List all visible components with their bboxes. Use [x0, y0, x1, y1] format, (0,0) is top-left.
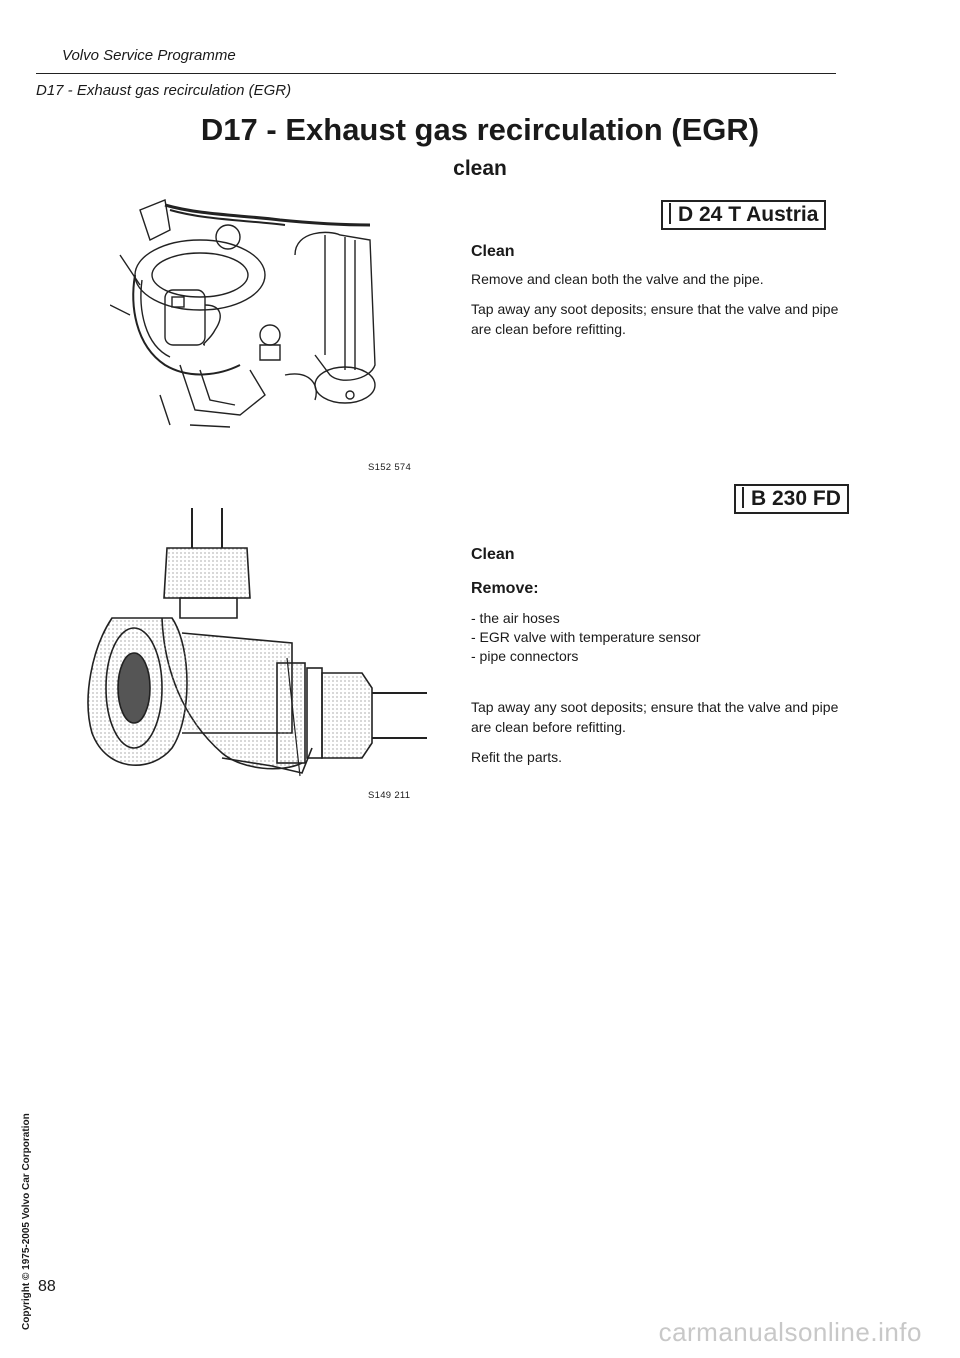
- page-number: 88: [38, 1278, 56, 1295]
- figure-caption-1: S152 574: [368, 462, 412, 473]
- badge-bar: [669, 203, 671, 224]
- section1-paragraph-2: Tap away any soot deposits; ensure that the valve and pipe are clean before refitting.: [471, 301, 839, 337]
- running-header-section: D17 - Exhaust gas recirculation (EGR): [36, 82, 292, 99]
- badge-label: B 230 FD: [751, 487, 841, 510]
- egr-valve-engine-illustration: [110, 195, 410, 435]
- section1-heading: Clean: [471, 243, 515, 260]
- copyright-notice: Copyright © 1975-2005 Volvo Car Corporation: [21, 1113, 32, 1330]
- page-title: D17 - Exhaust gas recirculation (EGR): [200, 112, 760, 147]
- section1-paragraph-1: Remove and clean both the valve and the pipe.: [471, 271, 764, 287]
- section2-heading: Clean: [471, 546, 515, 563]
- watermark: carmanualsonline.info: [658, 1317, 922, 1347]
- engine-badge-b230fd: [734, 484, 849, 514]
- header-rule: [36, 73, 836, 74]
- badge-bar: [742, 487, 744, 508]
- list-item: - pipe connectors: [471, 648, 579, 664]
- list-item: - EGR valve with temperature sensor: [471, 629, 701, 645]
- section2-paragraph-2: Refit the parts.: [471, 749, 563, 765]
- figure-caption-2: S149 211: [368, 790, 411, 801]
- engine-badge-d24t: [661, 200, 826, 230]
- egr-pipe-connector-illustration: [72, 508, 432, 783]
- badge-label: D 24 T Austria: [678, 203, 819, 226]
- section2-paragraph-1: Tap away any soot deposits; ensure that the valve and pipe are clean before refitting.: [471, 699, 839, 735]
- list-item: - the air hoses: [471, 610, 560, 626]
- section2-subheading: Remove:: [471, 580, 539, 597]
- page-subtitle: clean: [453, 157, 507, 180]
- running-header-title: Volvo Service Programme: [62, 47, 236, 64]
- removal-list: [471, 609, 701, 666]
